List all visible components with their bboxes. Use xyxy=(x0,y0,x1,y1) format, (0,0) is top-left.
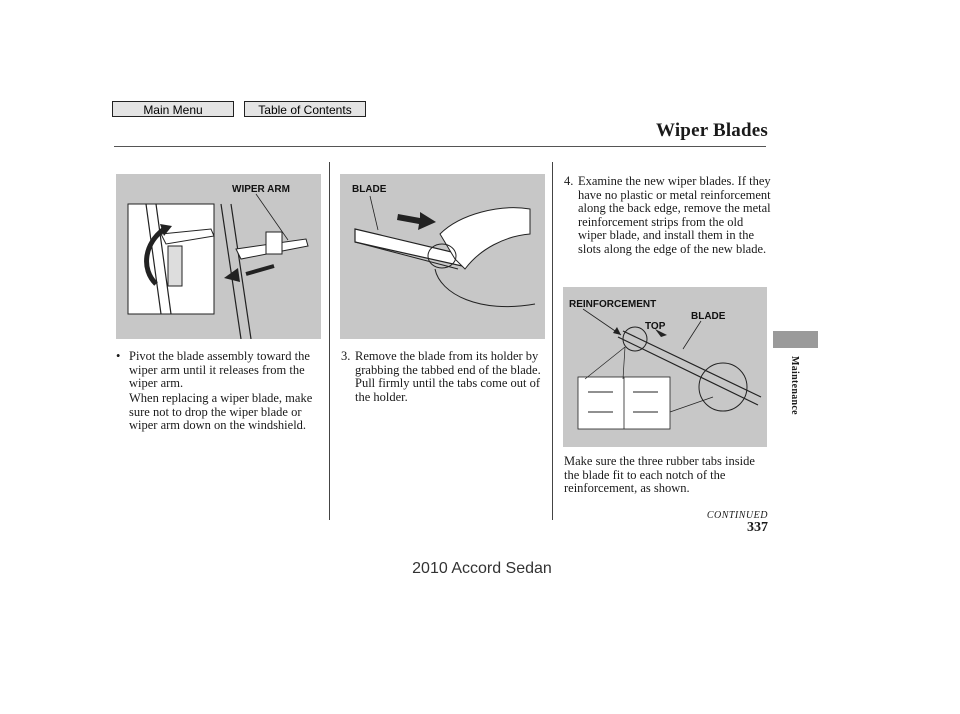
step-3-text: Remove the blade from its holder by grabbing the tabbed end of the blade. Pull firmly until the tabs come out of the holder. xyxy=(355,349,541,404)
table-of-contents-button[interactable]: Table of Contents xyxy=(244,101,366,117)
step-4 xyxy=(564,175,772,256)
step-4-number: 4. xyxy=(564,174,574,188)
blade-label-fig2: BLADE xyxy=(352,184,387,195)
column-divider-1 xyxy=(329,162,330,520)
header-rule xyxy=(114,146,766,147)
figure-wiper-arm xyxy=(116,174,321,339)
wiper-arm-illustration xyxy=(116,174,321,339)
figure-reinforcement xyxy=(563,287,767,447)
blade-removal-illustration xyxy=(340,174,545,339)
top-label: TOP xyxy=(645,321,666,332)
column-divider-2 xyxy=(552,162,553,520)
step-4-text: Examine the new wiper blades. If they have no plastic or metal reinforcement along the back edge, remove the metal reinforcement strips from the old wiper blade, and install them in the slots along the edge of the new blade. xyxy=(578,174,771,256)
reinforcement-label: REINFORCEMENT xyxy=(569,299,657,310)
bullet-item-pivot xyxy=(116,350,321,391)
figure-blade-removal xyxy=(340,174,545,339)
tabs-paragraph: Make sure the three rubber tabs inside the blade fit to each notch of the reinforcement, as shown. xyxy=(564,454,755,495)
watermark-text: 2010 Accord Sedan xyxy=(412,560,552,577)
main-menu-button[interactable]: Main Menu xyxy=(112,101,234,117)
section-tab xyxy=(773,331,818,348)
blade-label-fig3: BLADE xyxy=(691,311,726,322)
step-3-number: 3. xyxy=(341,349,351,363)
section-label: Maintenance xyxy=(789,356,800,415)
step-3 xyxy=(341,350,546,404)
wiper-arm-label: WIPER ARM xyxy=(232,184,290,195)
footer-watermark xyxy=(0,560,960,578)
caution-paragraph: When replacing a wiper blade, make sure not to drop the wiper blade or wiper arm down on the windshield. xyxy=(129,391,313,432)
continued-marker: CONTINUED xyxy=(706,510,768,521)
bullet-text: Pivot the blade assembly toward the wiper arm until it releases from the wiper arm. xyxy=(129,349,310,390)
page-number: 337 xyxy=(747,520,768,535)
bullet-icon: • xyxy=(116,349,121,363)
page-title: Wiper Blades xyxy=(655,120,768,141)
reinforcement-illustration xyxy=(563,287,767,447)
